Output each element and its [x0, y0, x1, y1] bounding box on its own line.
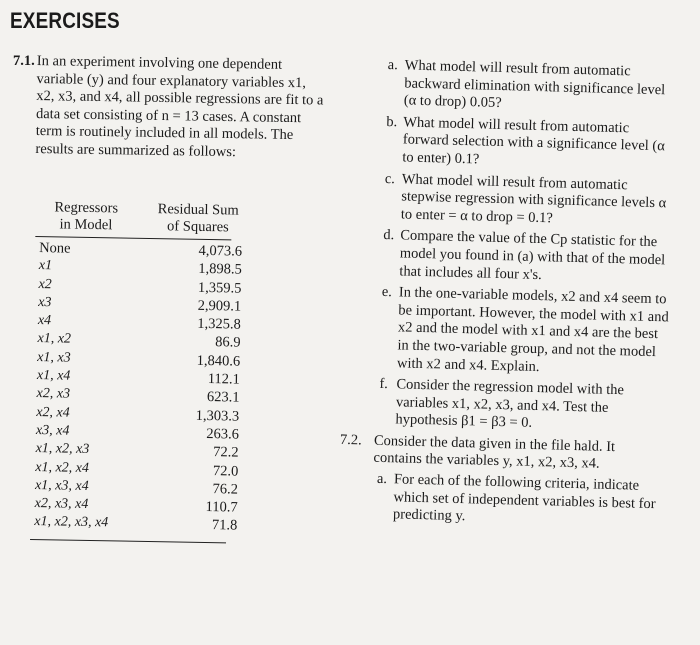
- problem-7-2: [339, 432, 666, 476]
- part-text: In the one-variable models, x2 and x4 seem to be important. However, the model with x1 and x2 and the model with x1 and x4 are the best in the two-variable group, and not the model with x2 and x4. Explain.: [396, 284, 669, 375]
- part-label: d.: [383, 227, 395, 244]
- problem-part: [382, 227, 671, 287]
- part-label: a.: [376, 470, 388, 488]
- regressors-cell: x1, x4: [36, 368, 71, 384]
- problem-7-1-parts: [378, 57, 676, 436]
- problem-part: [384, 171, 673, 231]
- part-text: Compare the value of the Cp statistic for the model you found in (a) with that of the model that includes all four x's.: [399, 227, 666, 283]
- rss-cell: 4,073.6: [198, 242, 243, 260]
- rss-cell: 72.0: [212, 462, 239, 480]
- rss-cell: 86.9: [215, 334, 241, 352]
- problem-7-1-text: In an experiment involving one dependent variable (y) and four explanatory variables x1, x2, x3, and x4, all possible regressions are fit to a data set consisting of n = 13 cases. A constant term is routinely included in all models. The results are summarized as follows:: [35, 53, 324, 161]
- problem-7-2-text: Consider the data given in the file hald. It contains the variables y, x1, x2, x3, x4.: [373, 432, 616, 473]
- problem-7-2-number: 7.2.: [339, 431, 362, 449]
- rss-cell: 1,303.3: [195, 407, 240, 425]
- part-text: What model will result from automatic forward selection with a significance level (α to enter) 0.1?: [402, 114, 666, 168]
- rss-cell: 2,909.1: [197, 297, 242, 315]
- regressors-cell: x1, x3: [37, 349, 71, 366]
- right-column: [339, 57, 676, 535]
- part-label: e.: [381, 284, 393, 301]
- problem-part: [380, 284, 670, 379]
- regressors-cell: x2: [38, 276, 52, 292]
- table-body: [30, 240, 245, 536]
- part-label: b.: [386, 113, 398, 131]
- regressors-cell: x2, x3: [36, 386, 71, 402]
- regressors-cell: x1, x2: [37, 331, 72, 348]
- table-header-row: [35, 199, 246, 237]
- regressors-cell: x3: [38, 294, 52, 311]
- header-regressors: Regressors in Model: [54, 199, 119, 234]
- bottom-rule: [30, 539, 226, 543]
- regressors-cell: None: [39, 240, 71, 257]
- regressors-cell: x1: [38, 258, 53, 274]
- part-label: f.: [379, 375, 389, 393]
- problem-7-2-part-a: [376, 471, 665, 531]
- problem-7-1-number: 7.1.: [13, 53, 35, 69]
- rss-cell: 110.7: [205, 499, 238, 516]
- regressors-cell: x3, x4: [35, 423, 70, 439]
- problem-part: [387, 57, 676, 117]
- part-text: For each of the following criteria, indicate which set of independent variables is best for predicting y.: [392, 471, 656, 525]
- rss-cell: 112.1: [207, 371, 241, 388]
- regressors-cell: x1, x3, x4: [34, 477, 89, 494]
- rss-table: [30, 199, 246, 543]
- part-text: Consider the regression model with the variables x1, x2, x3, and x4. Test the hypothesis β1 = β3 = 0.: [395, 376, 625, 432]
- regressors-cell: x2, x3, x4: [34, 496, 89, 513]
- regressors-cell: x1, x2, x4: [35, 459, 90, 476]
- header-rss: Residual Sum of Squares: [157, 201, 239, 236]
- regressors-cell: x1, x2, x3: [35, 441, 90, 458]
- rss-cell: 72.2: [213, 444, 239, 461]
- part-text: What model will result from automatic backward elimination with significance level (α to drop) 0.05?: [403, 57, 666, 112]
- rss-cell: 1,840.6: [196, 352, 241, 370]
- regressors-cell: x4: [37, 313, 52, 329]
- part-label: a.: [387, 57, 399, 74]
- regressors-cell: x2, x4: [36, 404, 70, 421]
- part-label: c.: [384, 170, 396, 187]
- rss-cell: 1,359.5: [197, 279, 242, 297]
- rss-cell: 263.6: [206, 425, 240, 443]
- rss-cell: 623.1: [206, 389, 240, 406]
- table-row: [30, 514, 240, 536]
- regressors-cell: x1, x2, x3, x4: [34, 514, 109, 531]
- page-heading: EXERCISES: [10, 8, 120, 33]
- rss-cell: 1,325.8: [197, 316, 241, 333]
- rss-cell: 71.8: [211, 517, 238, 535]
- problem-part: [385, 114, 674, 174]
- rss-cell: 1,898.5: [198, 261, 242, 278]
- problem-part: [378, 376, 667, 436]
- rss-cell: 76.2: [212, 480, 239, 498]
- part-text: What model will result from automatic stepwise regression with significance levels α to enter = α to drop = 0.1?: [400, 170, 667, 227]
